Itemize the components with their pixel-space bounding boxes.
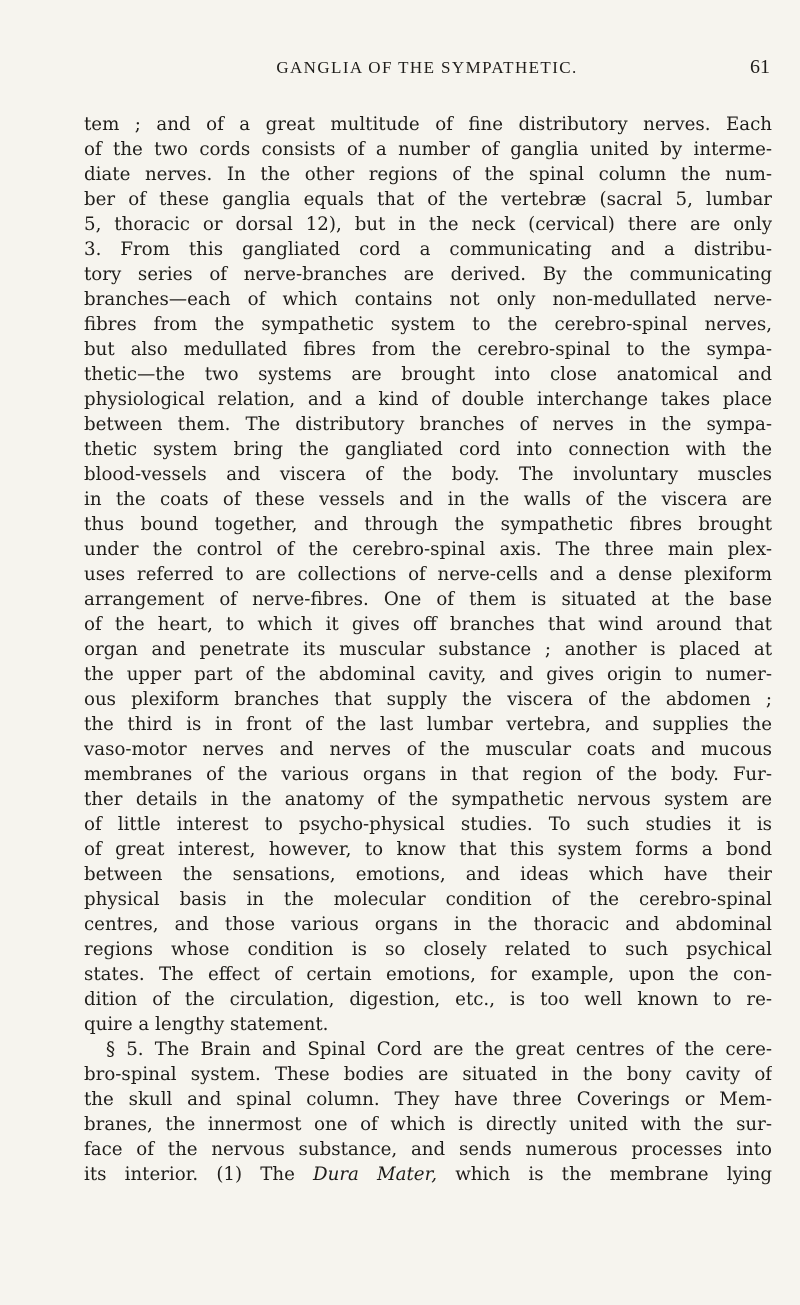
- text-line: states. The effect of certain emotions, for example, upon the con-: [84, 964, 772, 985]
- final-text-line: [84, 1162, 772, 1187]
- text-line: ther details in the anatomy of the sympathetic nervous system are: [84, 789, 772, 810]
- text-line: the skull and spinal column. They have three Coverings or Mem-: [84, 1089, 772, 1110]
- text-line: diate nerves. In the other regions of the spinal column the num-: [84, 164, 772, 185]
- text-line: branes, the innermost one of which is directly united with the sur-: [84, 1114, 772, 1135]
- text-line: blood-vessels and viscera of the body. The involuntary muscles: [84, 464, 772, 485]
- text-line: membranes of the various organs in that region of the body. Fur-: [84, 764, 772, 785]
- text-line: but also medullated fibres from the cerebro-spinal to the sympa-: [84, 339, 772, 360]
- text-line: dition of the circulation, digestion, etc., is too well known to re-: [84, 989, 772, 1010]
- text-line: centres, and those various organs in the thoracic and abdominal: [84, 914, 772, 935]
- text-line: face of the nervous substance, and sends numerous processes into: [84, 1139, 772, 1160]
- text-line: of the heart, to which it gives off branches that wind around that: [84, 614, 772, 635]
- text-line: thus bound together, and through the sympathetic fibres brought: [84, 514, 772, 535]
- text-line: in the coats of these vessels and in the walls of the viscera are: [84, 489, 772, 510]
- text-line: the upper part of the abdominal cavity, and gives origin to numer-: [84, 664, 772, 685]
- text-line: of great interest, however, to know that this system forms a bond: [84, 839, 772, 860]
- body-text: [84, 112, 772, 1187]
- text-line: thetic system bring the gangliated cord into connection with the: [84, 439, 772, 460]
- final-line-start: its interior. (1) The: [84, 1164, 314, 1185]
- text-line: 5, thoracic or dorsal 12), but in the neck (cervical) there are only: [84, 214, 772, 235]
- text-line: physiological relation, and a kind of double interchange takes place: [84, 389, 772, 410]
- text-line: physical basis in the molecular condition of the cerebro-spinal: [84, 889, 772, 910]
- text-line: between them. The distributory branches of nerves in the sympa-: [84, 414, 772, 435]
- text-line: vaso-motor nerves and nerves of the muscular coats and mucous: [84, 739, 772, 760]
- text-line: ous plexiform branches that supply the viscera of the abdomen ;: [84, 689, 772, 710]
- text-line: tem ; and of a great multitude of fine distributory nerves. Each: [84, 114, 772, 135]
- page-number: 61: [750, 56, 770, 78]
- paragraph-end-line: quire a lengthy statement.: [84, 1014, 329, 1035]
- text-line: branches—each of which contains not only non-medullated nerve-: [84, 289, 772, 310]
- text-line: between the sensations, emotions, and ideas which have their: [84, 864, 772, 885]
- text-line: 3. From this gangliated cord a communicating and a distribu-: [84, 239, 772, 260]
- text-line: the third is in front of the last lumbar vertebra, and supplies the: [84, 714, 772, 735]
- text-line: arrangement of nerve-fibres. One of them is situated at the base: [84, 589, 772, 610]
- running-head: [84, 58, 770, 88]
- text-line: regions whose condition is so closely related to such psychical: [84, 939, 772, 960]
- dura-mater-term: Dura Mater,: [313, 1164, 438, 1185]
- text-line: under the control of the cerebro-spinal axis. The three main plex-: [84, 539, 772, 560]
- text-line: fibres from the sympathetic system to the cerebro-spinal nerves,: [84, 314, 772, 335]
- text-line: organ and penetrate its muscular substance ; another is placed at: [84, 639, 772, 660]
- section-5-heading-line: § 5. The Brain and Spinal Cord are the great centres of the cere-: [106, 1039, 772, 1060]
- text-line: ber of these ganglia equals that of the vertebræ (sacral 5, lumbar: [84, 189, 772, 210]
- text-line: uses referred to are collections of nerve-cells and a dense plexiform: [84, 564, 772, 585]
- running-title: GANGLIA OF THE SYMPATHETIC.: [276, 58, 578, 77]
- text-line: of little interest to psycho-physical studies. To such studies it is: [84, 814, 772, 835]
- text-line: thetic—the two systems are brought into close anatomical and: [84, 364, 772, 385]
- text-line: tory series of nerve-branches are derived. By the communicating: [84, 264, 772, 285]
- final-line-end: which is the membrane lying: [437, 1164, 772, 1185]
- text-line: bro-spinal system. These bodies are situated in the bony cavity of: [84, 1064, 772, 1085]
- text-line: of the two cords consists of a number of ganglia united by interme-: [84, 139, 772, 160]
